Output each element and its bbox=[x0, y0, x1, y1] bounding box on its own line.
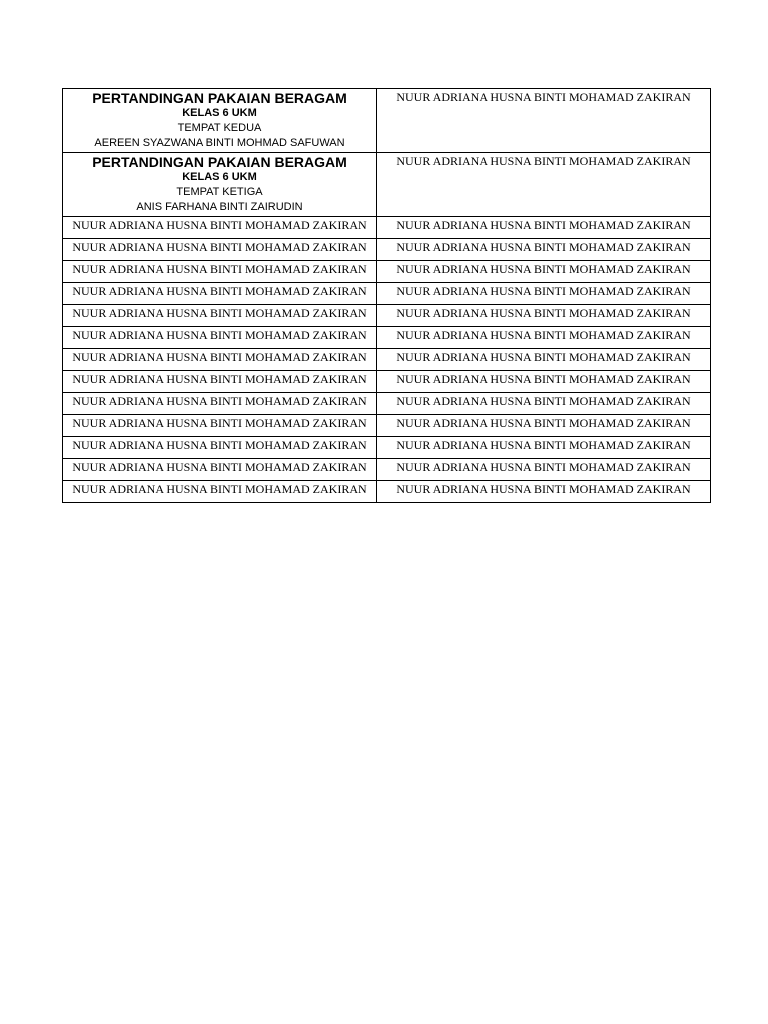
label-cell: NUUR ADRIANA HUSNA BINTI MOHAMAD ZAKIRAN bbox=[63, 437, 377, 459]
certificate-cell bbox=[63, 89, 377, 153]
certificate-row bbox=[63, 153, 711, 217]
table-row bbox=[63, 437, 711, 459]
table-row bbox=[63, 349, 711, 371]
label-cell: NUUR ADRIANA HUSNA BINTI MOHAMAD ZAKIRAN bbox=[63, 459, 377, 481]
label-sheet-table bbox=[62, 88, 711, 503]
certificate-class: KELAS 6 UKM bbox=[182, 171, 257, 183]
label-cell: NUUR ADRIANA HUSNA BINTI MOHAMAD ZAKIRAN bbox=[63, 283, 377, 305]
table-row bbox=[63, 371, 711, 393]
label-cell: NUUR ADRIANA HUSNA BINTI MOHAMAD ZAKIRAN bbox=[377, 217, 711, 239]
table-row bbox=[63, 327, 711, 349]
label-cell: NUUR ADRIANA HUSNA BINTI MOHAMAD ZAKIRAN bbox=[377, 415, 711, 437]
label-cell: NUUR ADRIANA HUSNA BINTI MOHAMAD ZAKIRAN bbox=[63, 305, 377, 327]
certificate-cell bbox=[63, 153, 377, 217]
label-cell: NUUR ADRIANA HUSNA BINTI MOHAMAD ZAKIRAN bbox=[377, 371, 711, 393]
certificate-class: KELAS 6 UKM bbox=[182, 107, 257, 119]
table-row bbox=[63, 261, 711, 283]
certificate-title: PERTANDINGAN PAKAIAN BERAGAM bbox=[92, 90, 347, 106]
label-cell: NUUR ADRIANA HUSNA BINTI MOHAMAD ZAKIRAN bbox=[377, 327, 711, 349]
label-cell: NUUR ADRIANA HUSNA BINTI MOHAMAD ZAKIRAN bbox=[377, 261, 711, 283]
certificate-place: TEMPAT KEDUA bbox=[177, 122, 262, 134]
label-cell: NUUR ADRIANA HUSNA BINTI MOHAMAD ZAKIRAN bbox=[377, 481, 711, 503]
label-cell: NUUR ADRIANA HUSNA BINTI MOHAMAD ZAKIRAN bbox=[63, 261, 377, 283]
table-row bbox=[63, 305, 711, 327]
label-cell: NUUR ADRIANA HUSNA BINTI MOHAMAD ZAKIRAN bbox=[377, 437, 711, 459]
label-cell: NUUR ADRIANA HUSNA BINTI MOHAMAD ZAKIRAN bbox=[377, 393, 711, 415]
label-cell: NUUR ADRIANA HUSNA BINTI MOHAMAD ZAKIRAN bbox=[63, 327, 377, 349]
label-sheet-body bbox=[63, 89, 711, 503]
certificate-name: ANIS FARHANA BINTI ZAIRUDIN bbox=[136, 201, 303, 213]
certificate-name: AEREEN SYAZWANA BINTI MOHMAD SAFUWAN bbox=[94, 137, 345, 149]
table-row bbox=[63, 239, 711, 261]
table-row bbox=[63, 217, 711, 239]
certificate-row bbox=[63, 89, 711, 153]
certificate-title: PERTANDINGAN PAKAIAN BERAGAM bbox=[92, 154, 347, 170]
label-cell: NUUR ADRIANA HUSNA BINTI MOHAMAD ZAKIRAN bbox=[377, 349, 711, 371]
label-cell: NUUR ADRIANA HUSNA BINTI MOHAMAD ZAKIRAN bbox=[377, 89, 711, 153]
label-cell: NUUR ADRIANA HUSNA BINTI MOHAMAD ZAKIRAN bbox=[377, 283, 711, 305]
label-cell: NUUR ADRIANA HUSNA BINTI MOHAMAD ZAKIRAN bbox=[63, 371, 377, 393]
label-cell: NUUR ADRIANA HUSNA BINTI MOHAMAD ZAKIRAN bbox=[63, 239, 377, 261]
label-cell: NUUR ADRIANA HUSNA BINTI MOHAMAD ZAKIRAN bbox=[377, 305, 711, 327]
label-cell: NUUR ADRIANA HUSNA BINTI MOHAMAD ZAKIRAN bbox=[377, 239, 711, 261]
table-row bbox=[63, 393, 711, 415]
certificate-place: TEMPAT KETIGA bbox=[176, 186, 263, 198]
table-row bbox=[63, 459, 711, 481]
table-row bbox=[63, 481, 711, 503]
label-cell: NUUR ADRIANA HUSNA BINTI MOHAMAD ZAKIRAN bbox=[63, 217, 377, 239]
table-row bbox=[63, 415, 711, 437]
label-cell: NUUR ADRIANA HUSNA BINTI MOHAMAD ZAKIRAN bbox=[63, 481, 377, 503]
label-cell: NUUR ADRIANA HUSNA BINTI MOHAMAD ZAKIRAN bbox=[63, 349, 377, 371]
label-cell: NUUR ADRIANA HUSNA BINTI MOHAMAD ZAKIRAN bbox=[377, 459, 711, 481]
label-cell: NUUR ADRIANA HUSNA BINTI MOHAMAD ZAKIRAN bbox=[63, 393, 377, 415]
label-cell: NUUR ADRIANA HUSNA BINTI MOHAMAD ZAKIRAN bbox=[63, 415, 377, 437]
label-cell: NUUR ADRIANA HUSNA BINTI MOHAMAD ZAKIRAN bbox=[377, 153, 711, 217]
table-row bbox=[63, 283, 711, 305]
